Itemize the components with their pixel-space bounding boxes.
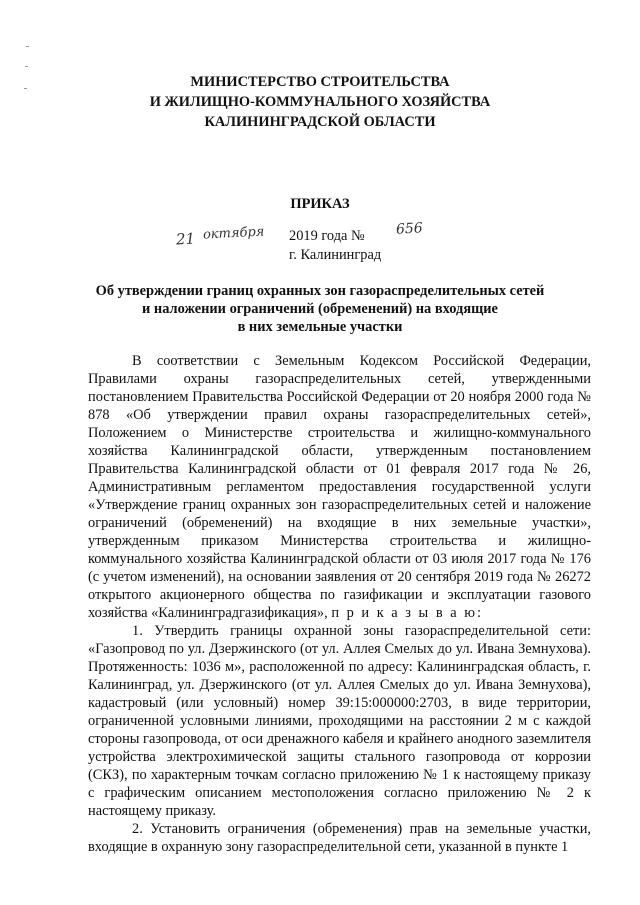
ministry-line: И ЖИЛИЩНО-КОММУНАЛЬНОГО ХОЗЯЙСТВА (149, 94, 491, 110)
order-subject (60, 282, 580, 336)
order-body (88, 352, 591, 856)
scan-speck (26, 46, 29, 47)
scan-speck (24, 88, 27, 89)
subject-line: Об утверждении границ охранных зон газораспределительных сетей (95, 283, 545, 299)
item-2-paragraph: 2. Установить ограничения (обременения) прав на земельные участки, входящие в охранную зону газораспределительной сети, указанной в пункте 1 (88, 821, 591, 855)
scan-speck (25, 66, 28, 67)
ministry-line: КАЛИНИНГРАДСКОЙ ОБЛАСТИ (204, 114, 436, 130)
handwritten-order-number: 656 (395, 220, 424, 238)
preamble-paragraph (88, 352, 591, 622)
handwritten-month: октября (202, 224, 265, 243)
date-line (0, 220, 640, 249)
preamble-text: В соответствии с Земельным Кодексом Российской Федерации, Правилами охраны газораспределительных сетей, утвержденными постановлением Правительства Российской Федерации от 20 ноября 2000 года № 878 «Об утверждении правил охраны газораспределительных сетей», Положением о Министерстве строительства и жилищно-коммунального хозяйства Калининградской области, утвержденным постановлением Правительства Калининградской области от 01 февраля 2017 года № 26, Административным регламентом предоставления государственной услуги «Утверждение границ охранных зон газораспределительных сетей и наложение ограничений (обременений) на входящие в них земельные участки», утвержденным приказом Министерства строительства и жилищно-коммунального хозяйства Калининградской области от 03 июля 2017 года № 176 (с учетом изменений), на основании заявления от 20 сентября 2019 года № 26272 открытого акционерного общества по газификации и эксплуатации газового хозяйства «Калининградгазификация», (88, 353, 591, 621)
item-1-paragraph: 1. Утвердить границы охранной зоны газораспределительной сети: «Газопровод по ул. Дзержинского (от ул. Аллея Смелых до ул. Ивана Земнухова). Протяженность: 1036 м», расположенной по адресу: Калининградская область, г. Калининград, ул. Дзержинского (от ул. Аллея Смелых до ул. Ивана Земнухова), кадастровый (или условный) номер 39:15:000000:2703, в виде территории, ограниченной условными линиями, проходящими на расстоянии 2 м с каждой стороны газопровода, от оси дренажного кабеля и крайнего анодного заземлителя устройства электрохимической защиты стального газопровода от коррозии (СКЗ), по характерным точкам согласно приложению № 1 к настоящему приказу с графическим описанием местоположения согласно приложению № 2 к настоящему приказу. (88, 623, 592, 819)
subject-line: и наложении ограничений (обременений) на входящие (142, 301, 498, 317)
document-type: ПРИКАЗ (290, 196, 350, 212)
subject-line: в них земельные участки (237, 319, 403, 335)
year-label: 2019 года № (289, 228, 365, 244)
ministry-header (60, 72, 580, 132)
order-word: п р и к а з ы в а ю: (331, 605, 483, 621)
ministry-line: МИНИСТЕРСТВО СТРОИТЕЛЬСТВА (190, 74, 450, 90)
handwritten-day: 21 (175, 229, 196, 249)
city: г. Калининград (289, 247, 382, 263)
